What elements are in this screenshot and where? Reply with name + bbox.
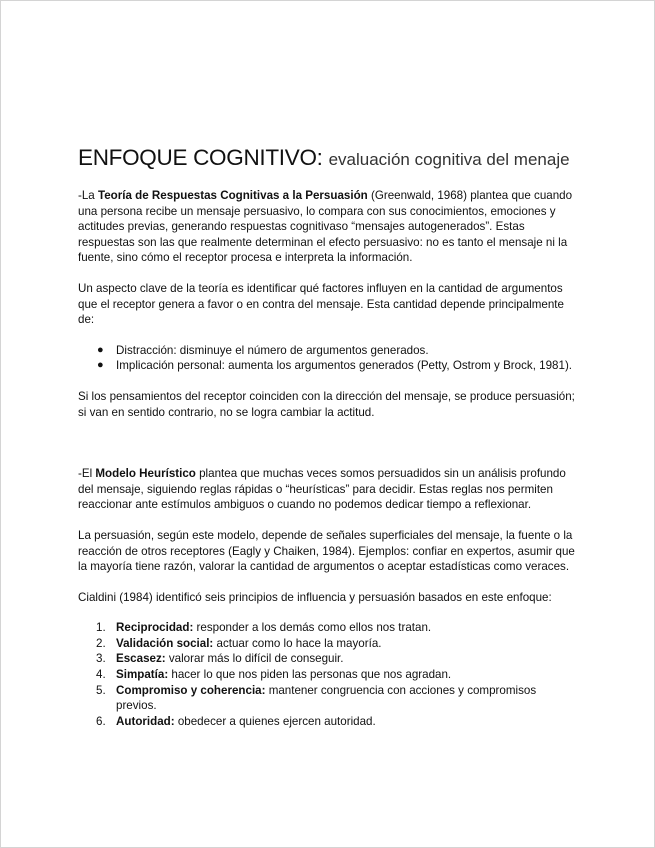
paragraph-text: plantea que muchas veces somos persuadidos sin un análisis profundo del mensaje, siguiendo reglas rápidas o “heurísticas” para decidir. Estas reglas nos permiten reaccionar ante estímulos ambiguos o cuando no podemos dedicar tiempo a reflexionar. xyxy=(78,467,566,512)
key-aspect-paragraph: Un aspecto clave de la teoría es identificar qué factores influyen en la cantidad de argumentos que el receptor genera a favor o en contra del mensaje. Esta cantidad depende principalmente de: xyxy=(78,281,564,327)
heuristic-paragraph xyxy=(78,466,578,513)
list-item-text: Distracción: disminuye el número de argumentos generados. xyxy=(116,343,429,357)
title-subtitle: evaluación cognitiva del menaje xyxy=(328,150,570,169)
list-number: 5. xyxy=(96,683,106,697)
list-item xyxy=(78,683,578,714)
list-item xyxy=(78,714,578,730)
cialdini-paragraph: Cialdini (1984) identificó seis principios de influencia y persuasión basados en este enfoque: xyxy=(78,590,552,604)
model-name: Modelo Heurístico xyxy=(95,467,196,481)
list-item xyxy=(78,667,578,683)
list-item xyxy=(78,358,578,374)
bullet-icon: ● xyxy=(97,343,104,356)
paragraph-prefix: -El xyxy=(78,467,96,481)
list-number: 2. xyxy=(96,636,106,650)
paragraph-text: (Greenwald, 1968) plantea que cuando una persona recibe un mensaje persuasivo, lo compara con sus conocimientos, emociones y actitudes previas, generando respuestas cognitivaso “mensajes autogenerados”. Estas respuestas son las que realmente determinan el efecto persuasivo: no es tanto el mensaje ni la fuente, sino cómo el receptor procesa e interpreta la información. xyxy=(78,189,573,265)
list-item xyxy=(78,651,578,667)
list-number: 1. xyxy=(96,621,106,635)
factors-list xyxy=(78,343,578,374)
principle-term: Validación social: xyxy=(116,636,214,650)
bullet-icon: ● xyxy=(97,359,104,372)
principle-term: Reciprocidad: xyxy=(116,621,194,635)
conclusion-paragraph: Si los pensamientos del receptor coinciden con la dirección del mensaje, se produce persuasión; si van en sentido contrario, no se logra cambiar la actitud. xyxy=(78,389,575,419)
title-main: ENFOQUE COGNITIVO: xyxy=(78,145,323,170)
principle-term: Compromiso y coherencia: xyxy=(116,683,266,697)
paragraph-prefix: -La xyxy=(78,189,98,202)
principle-description: obedecer a quienes ejercen autoridad. xyxy=(174,714,376,728)
principle-description: valorar más lo difícil de conseguir. xyxy=(165,652,344,666)
principle-term: Escasez: xyxy=(116,652,166,666)
list-number: 3. xyxy=(96,652,106,666)
theory-paragraph xyxy=(78,188,578,266)
persuasion-paragraph: La persuasión, según este modelo, depende de señales superficiales del mensaje, la fuente o la reacción de otros receptores (Eagly y Chaiken, 1984). Ejemplos: confiar en expertos, asumir que la mayoría tiene razón, valorar la cantidad de argumentos o aceptar estadísticas como veraces. xyxy=(78,528,575,574)
list-number: 6. xyxy=(96,714,106,728)
principle-term: Autoridad: xyxy=(116,714,175,728)
theory-name: Teoría de Respuestas Cognitivas a la Persuasión xyxy=(97,189,368,202)
page-title xyxy=(78,144,578,174)
list-item xyxy=(78,620,578,636)
principles-list xyxy=(78,620,578,729)
principle-description: responder a los demás como ellos nos tratan. xyxy=(193,621,432,635)
principle-term: Simpatía: xyxy=(116,668,169,682)
principle-description: mantener congruencia con acciones y compromisos previos. xyxy=(116,683,537,713)
document-content xyxy=(78,144,578,729)
list-item xyxy=(78,343,578,359)
principle-description: hacer lo que nos piden las personas que nos agradan. xyxy=(168,668,452,682)
list-number: 4. xyxy=(96,668,106,682)
list-item xyxy=(78,636,578,652)
principle-description: actuar como lo hace la mayoría. xyxy=(213,636,382,650)
list-item-text: Implicación personal: aumenta los argumentos generados (Petty, Ostrom y Brock, 1981). xyxy=(116,359,573,373)
